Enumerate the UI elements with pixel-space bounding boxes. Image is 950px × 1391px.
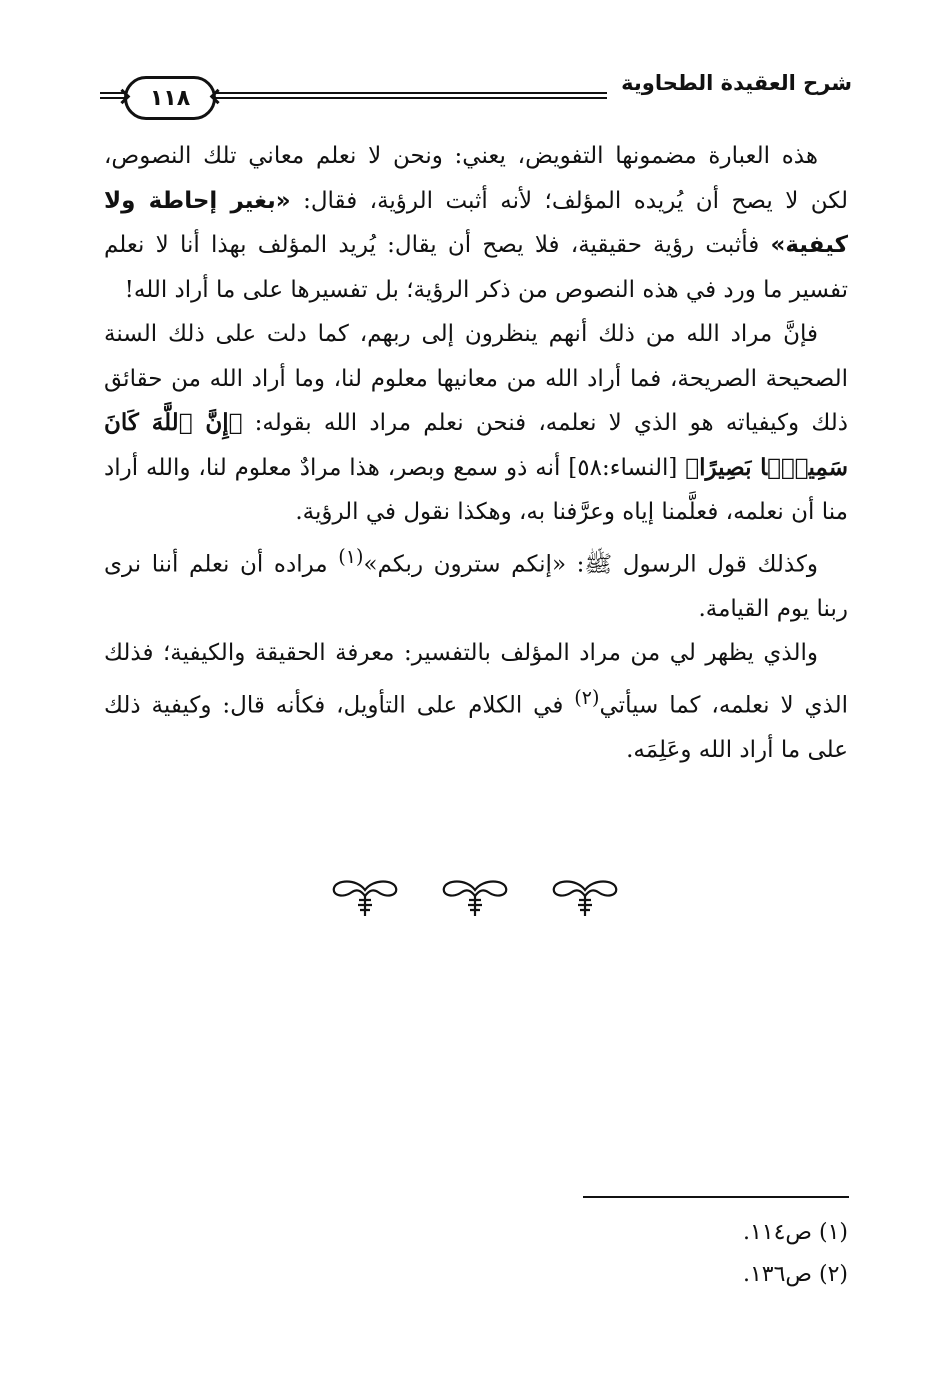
- quran-verse: ﴿إِنَّ ٱللَّهَ كَانَ سَمِيعًۢا بَصِيرًا﴾: [104, 409, 848, 481]
- footnote-marker-1[interactable]: (١): [338, 544, 364, 568]
- footnote-2: (٢) ص١٣٦.: [742, 1262, 848, 1287]
- verse-reference: [النساء:٥٨]: [560, 454, 686, 481]
- paragraph-3-text-a: وكذلك قول الرسول ﷺ: «إنكم سترون ربكم»: [363, 551, 818, 578]
- running-title: شرح العقيدة الطحاوية: [607, 66, 852, 100]
- paragraph-2-text-a: فإنَّ مراد الله من ذلك أنهم ينظرون إلى ربهم، كما دلت على ذلك السنة الصحيحة الصريحة، فما أراد الله من معانيها معلوم لنا، وما أراد الله من حقائق ذلك وكيفياته هو الذي لا نعلمه، فنحن نعلم مراد الله بقوله:: [104, 321, 848, 436]
- ornament-icon: [330, 876, 400, 920]
- paragraph-3-text-b: مراده أن نعلم أننا نرى ربنا يوم القيامة.: [104, 551, 848, 622]
- paragraph-1-text-a: هذه العبارة مضمونها التفويض، يعني: ونحن لا نعلم معاني تلك النصوص، لكن لا يصح أن يُريده المؤلف؛ لأنه أثبت الرؤية، فقال:: [104, 143, 848, 214]
- paragraph-1: [104, 134, 848, 312]
- running-header: [100, 62, 852, 124]
- ornament-icon: [550, 876, 620, 920]
- footnote-marker-2[interactable]: (٢): [574, 685, 600, 709]
- paragraph-2: [104, 312, 848, 535]
- paragraph-4-text-b: في الكلام على التأويل، فكأنه قال: وكيفية ذلك على ما أراد الله وعَلِمَه.: [104, 692, 848, 763]
- page-number: ١١٨: [124, 76, 216, 120]
- footnotes: [600, 1212, 848, 1296]
- main-text: [104, 134, 848, 772]
- footnote-1: (١) ص١١٤.: [742, 1220, 848, 1245]
- paragraph-4-text-a: والذي يظهر لي من مراد المؤلف بالتفسير: معرفة الحقيقة والكيفية؛ فذلك الذي لا نعلمه، كما سيأتي: [104, 640, 849, 719]
- paragraph-2-text-b: أنه ذو سمع وبصر، هذا مرادٌ معلوم لنا، والله أراد منا أن نعلمه، فعلَّمنا إياه وعرَّفنا به، وهكذا نقول في الرؤية.: [104, 454, 848, 525]
- footnote-separator: [583, 1196, 849, 1198]
- paragraph-3: [104, 535, 848, 632]
- quoted-phrase: «بغير إحاطة ولا كيفية»: [104, 187, 848, 258]
- paragraph-1-text-b: فأثبت رؤية حقيقية، فلا يصح أن يقال: يُريد المؤلف بهذا أنا لا نعلم تفسير ما ورد في هذه النصوص من ذكر الرؤية؛ بل تفسيرها على ما أراد الله!: [104, 232, 848, 303]
- ornament-icon: [440, 876, 510, 920]
- paragraph-4: [104, 631, 848, 772]
- section-ornaments: [330, 868, 620, 928]
